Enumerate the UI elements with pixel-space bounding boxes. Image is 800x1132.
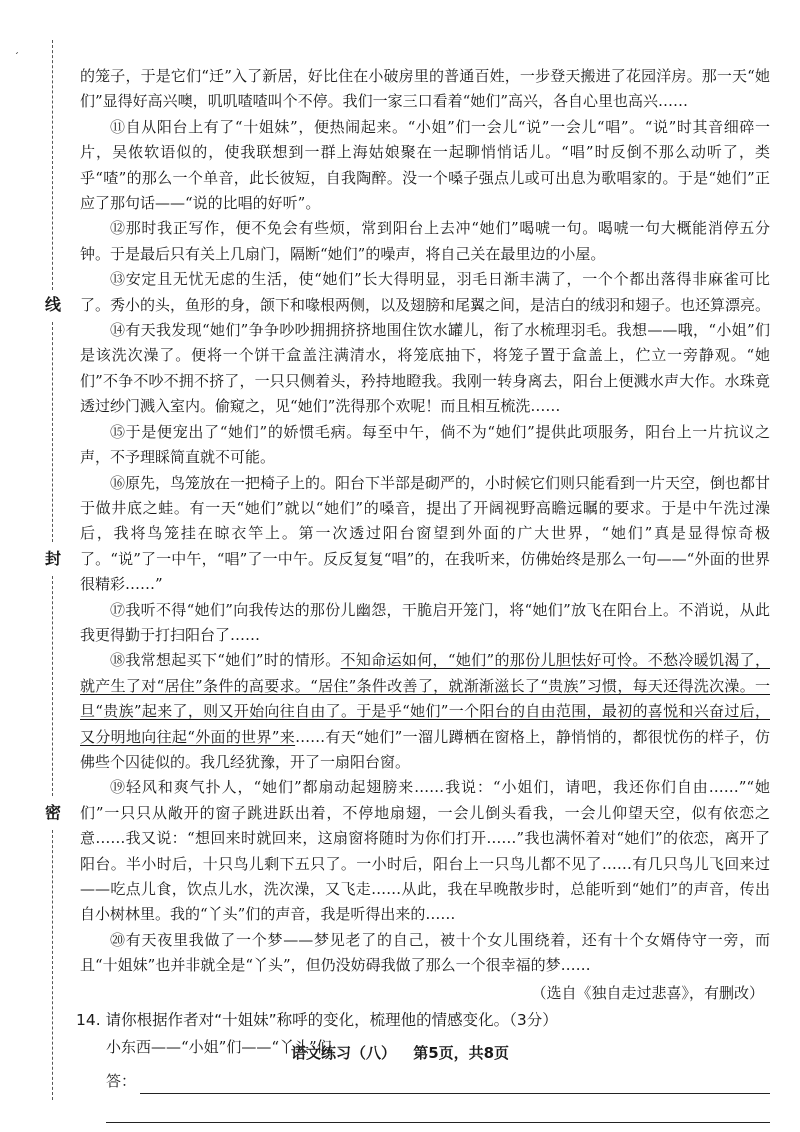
paragraph-16: ⑯原先，鸟笼放在一把椅子上的。阳台下半部是砌严的，小时候它们则只能看到一片天空，倒也都甘于做井底之蛙。有一天“她们”就以“她们”的嗓音，提出了开阔视野高瞻远瞩的要求。于是中午洗过澡后，我将鸟笼挂在晾衣竿上。第一次透过阳台窗望到外面的广大世界，“她们”真是显得惊奇极了。“说”了一中午，“唱”了一中午。反反复复“唱”的，在我听来，仿佛始终是那么一句——“外面的世界很精彩……”	[80, 473, 771, 594]
source-citation: （选自《独自走过悲喜》，有删改）	[531, 983, 764, 1002]
binding-dash-line	[52, 40, 53, 290]
paragraph-continued: 的笼子，于是它们“迁”入了新居，好比住在小破房里的普通百姓，一步登天搬进了花园洋房。那一天“她们”显得好高兴噢，叽叽喳喳叫个不停。我们一家三口看着“她们”高兴，各自心里也高兴……	[80, 67, 770, 111]
paragraph-18-rest: ……有天“她们”一溜儿蹲栖在窗格上，静悄悄的，都很忧伤的样子，仿佛些个囚徒似的。我几经犹豫，开了一扇阳台窗。	[80, 727, 770, 771]
binding-dash-line	[52, 576, 53, 796]
answer-label: 答：	[106, 1071, 137, 1090]
binding-dash-line	[52, 322, 53, 542]
binding-mark-xian: 线	[44, 295, 61, 314]
paragraph-20: ⑳有天夜里我做了一个梦——梦见老了的自己，被十个女儿围绕着，还有十个女婿侍守一旁，而且“十姐妹”也并非就全是“丫头”，但仍没妨碍我做了那么一个很幸福的梦……	[80, 930, 770, 975]
paragraph-12: ⑫那时我正写作，便不免会有些烦，常到阳台上去冲“她们”喝唬一句。喝唬一句大概能消停五分钟。于是最后只有关上几扇门，隔断“她们”的噪声，将自己关在最里边的小屋。	[80, 219, 770, 263]
answer-line[interactable]	[140, 1073, 770, 1094]
footer-subject: 语文练习（八）	[290, 1044, 396, 1062]
paragraph-17: ⑰我听不得“她们”向我传达的那份儿幽怨，干脆启开笼门，将“她们”放飞在阳台上。不消说，从此我更得勤于打扫阳台了……	[80, 600, 770, 644]
title-change-chain: 小东西——“小姐”们——“丫头”们	[106, 1038, 332, 1057]
footer-page-number: 第5页，共8页	[413, 1044, 510, 1062]
answer-area	[106, 1069, 770, 1094]
binding-mark-feng: 封	[44, 549, 61, 568]
underlined-sentence: 不知命运如何，“她们”的那份儿胆怯好可怜。不愁冷暖饥渴了，就产生了对“居住”条件的高要求。“居住”条件改善了，就渐渐滋长了“贵族”习惯，每天还得洗次澡。一旦“贵族”起来了，则又开始向往自由了。于是乎“她们”一个阳台的自由范围，最初的喜悦和兴奋过后，又分明地向往起“外面的世界”来	[80, 651, 770, 746]
paragraph-18	[80, 648, 770, 775]
paragraph-14: ⑭有天我发现“她们”争争吵吵拥拥挤挤地围住饮水罐儿，衔了水梳理羽毛。我想——哦，“小姐”们是该洗次澡了。便将一个饼干盒盖注满清水，将笼底抽下，将笼子置于盒盖上，伫立一旁静观。“她们”不争不吵不拥不挤了，一只只侧着头，矜持地瞪我。我刚一转身离去，阳台上便溅水声大作。水珠竟透过纱门溅入室内。偷窥之，见“她们”洗得那个欢呢！而且相互梳洗……	[80, 321, 770, 416]
question-14: 14. 请你根据作者对“十姐妹”称呼的变化，梳理他的情感变化。（3分）	[76, 1011, 558, 1030]
corner-tick: ˊ	[14, 52, 19, 63]
binding-mark-mi: 密	[44, 803, 61, 822]
binding-margin	[0, 0, 64, 1132]
answer-line[interactable]	[106, 1094, 770, 1123]
paragraph-15: ⑮于是便宠出了“她们”的娇惯毛病。每至中午，倘不为“她们”提供此项服务，阳台上一片抗议之声，不予理睬简直就不可能。	[80, 422, 770, 467]
paragraph-19: ⑲轻风和爽气扑人，“她们”都扇动起翅膀来……我说：“小姐们，请吧，我还你们自由……”“她们”一只只从敞开的窗子跳进跃出着，不停地扇翅，一会儿倒头看我，一会儿仰望天空，似有依恋之意……我又说：“想回来时就回来，这扇窗将随时为你们打开……”我也满怀着对“她们”的依恋，离开了阳台。半小时后，十只鸟儿剩下五只了。一小时后，阳台上一只鸟儿都不见了……有几只鸟儿飞回来过——吃点儿食，饮点儿水，洗次澡，又飞走……从此，我在早晚散步时，总能听到“她们”的声音，传出自小树林里。我的“丫头”们的声音，我是听得出来的……	[80, 778, 770, 924]
paragraph-11: ⑪自从阳台上有了“十姐妹”，便热闹起来。“小姐”们一会儿“说”一会儿“唱”。“说”时其音细碎一片，吴侬软语似的，使我联想到一群上海姑娘聚在一起聊悄悄话儿。“唱”时反倒不那么动听了，类乎“喳”的那么一个单音，此长彼短，自我陶醉。没一个嗓子强点儿或可出息为歌唱家的。于是“她们”正应了那句话——“说的比唱的好听”。	[80, 117, 770, 213]
paragraph-18-intro: ⑱我常想起买下“她们”时的情形。	[110, 651, 341, 670]
paragraph-13: ⑬安定且无忧无虑的生活，使“她们”长大得明显，羽毛日渐丰满了，一个个都出落得非麻雀可比了。秀小的头，鱼形的身，颌下和喙根两侧，以及翅膀和尾翼之间，是洁白的绒羽和翅子。也还算漂亮。	[80, 270, 771, 314]
passage-content	[76, 64, 771, 1123]
page-footer	[0, 1042, 800, 1063]
